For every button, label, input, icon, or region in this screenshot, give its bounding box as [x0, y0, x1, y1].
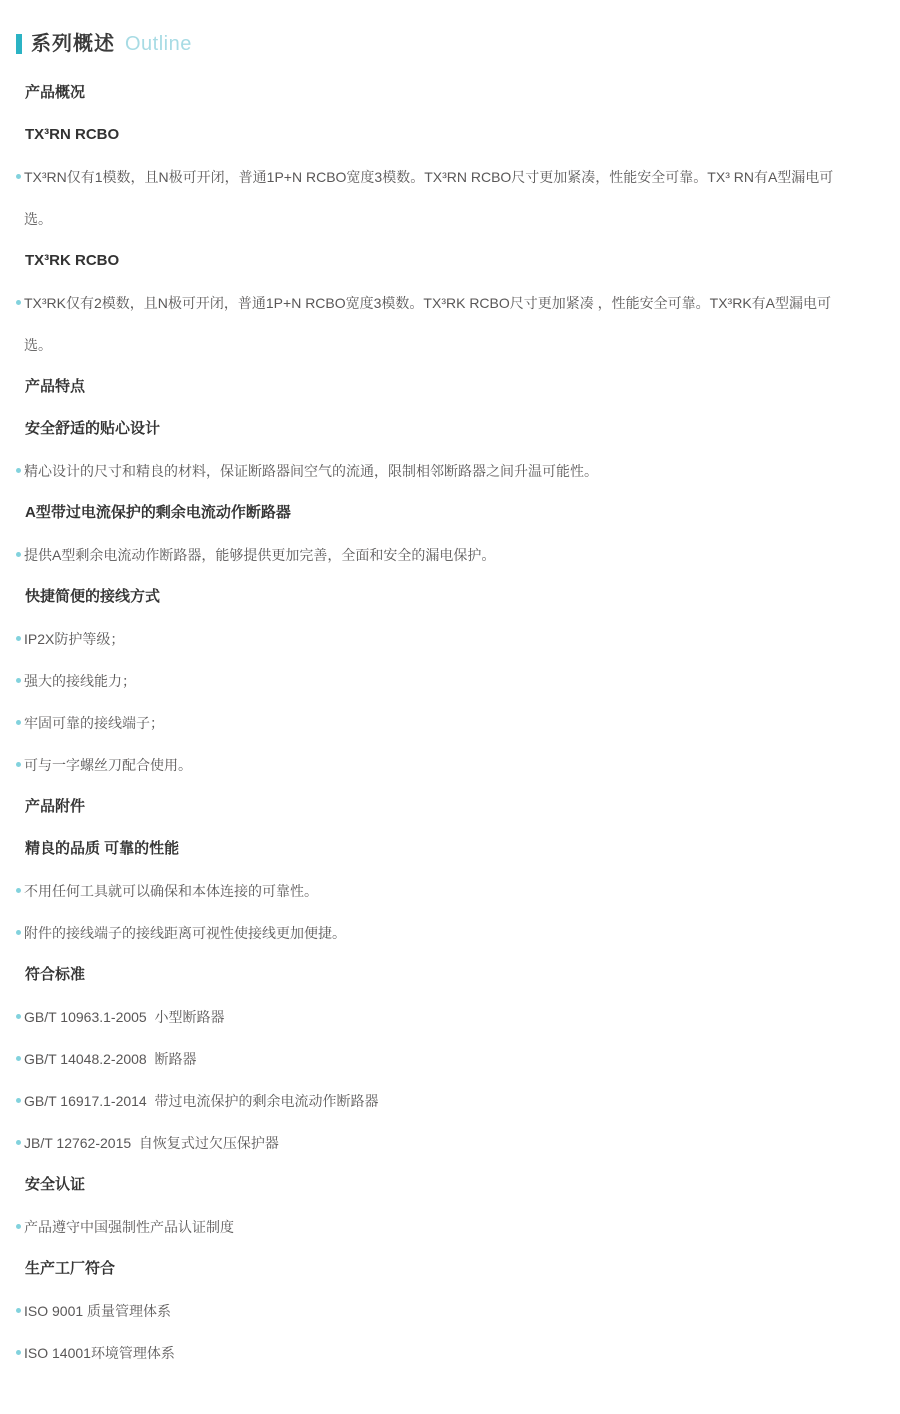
bullet-dot-icon [16, 930, 21, 935]
bullet-dot-icon [16, 678, 21, 683]
bullet-item [16, 1206, 855, 1248]
bullet-item [16, 702, 855, 744]
bullet-item [16, 744, 855, 786]
bullet-item [16, 1290, 855, 1332]
bullet-dot-icon [16, 1224, 21, 1229]
bullet-text: TX³RN仅有1模数，且N极可开闭，普通1P+N RCBO宽度3模数。TX³RN RCBO尺寸更加紧凑，性能安全可靠。TX³ RN有A型漏电可选。 [24, 169, 834, 227]
heading-safety-certification: 安全认证 [25, 1176, 86, 1193]
bullet-item [16, 534, 855, 576]
bullet-item [16, 156, 855, 240]
bullet-item [16, 1332, 855, 1374]
bullet-text: ISO 14001环境管理体系 [24, 1345, 175, 1361]
bullet-dot-icon [16, 300, 21, 305]
bullet-dot-icon [16, 720, 21, 725]
heading-accessories: 产品附件 [25, 798, 86, 815]
bullet-dot-icon [16, 1308, 21, 1313]
heading-product-features: 产品特点 [25, 378, 86, 395]
bullet-dot-icon [16, 468, 21, 473]
bullet-item [16, 450, 855, 492]
bullet-text: 附件的接线端子的接线距离可视性使接线更加便捷。 [24, 925, 346, 941]
bullet-dot-icon [16, 762, 21, 767]
bullet-item [16, 618, 855, 660]
bullet-text: 不用任何工具就可以确保和本体连接的可靠性。 [24, 883, 318, 899]
section-header [16, 30, 855, 58]
bullet-dot-icon [16, 1140, 21, 1145]
bullet-dot-icon [16, 552, 21, 557]
bullet-text: IP2X防护等级； [24, 631, 125, 647]
bullet-dot-icon [16, 1098, 21, 1103]
bullet-dot-icon [16, 174, 21, 179]
bullet-dot-icon [16, 636, 21, 641]
section-title-zh: 系列概述 [31, 33, 115, 55]
bullet-item [16, 870, 855, 912]
bullet-text: GB/T 10963.1-2005 小型断路器 [24, 1009, 225, 1025]
bullet-text: 提供A型剩余电流动作断路器，能够提供更加完善，全面和安全的漏电保护。 [24, 547, 496, 563]
heading-type-a-rcbo: A型带过电流保护的剩余电流动作断路器 [25, 504, 291, 521]
section-title-en: Outline [125, 33, 192, 55]
bullet-text: ISO 9001 质量管理体系 [24, 1303, 172, 1319]
bullet-text: GB/T 16917.1-2014 带过电流保护的剩余电流动作断路器 [24, 1093, 379, 1109]
bullet-item [16, 996, 855, 1038]
heading-product-overview: 产品概况 [25, 84, 86, 101]
outline-content [16, 72, 855, 1374]
heading-standards: 符合标准 [25, 966, 86, 983]
bullet-text: JB/T 12762-2015 自恢复式过欠压保护器 [24, 1135, 279, 1151]
bullet-item [16, 282, 855, 366]
heading-tx3rn-rcbo: TX³RN RCBO [25, 126, 120, 143]
bullet-text: 可与一字螺丝刀配合使用。 [24, 757, 192, 773]
bullet-item [16, 912, 855, 954]
bullet-item [16, 1080, 855, 1122]
heading-factory-compliance: 生产工厂符合 [25, 1260, 116, 1277]
bullet-text: GB/T 14048.2-2008 断路器 [24, 1051, 197, 1067]
bullet-dot-icon [16, 1014, 21, 1019]
bullet-text: 牢固可靠的接线端子； [24, 715, 164, 731]
bullet-text: 产品遵守中国强制性产品认证制度 [24, 1219, 234, 1235]
bullet-dot-icon [16, 888, 21, 893]
heading-easy-wiring: 快捷简便的接线方式 [25, 588, 161, 605]
heading-safe-design: 安全舒适的贴心设计 [25, 420, 161, 437]
bullet-text: 强大的接线能力； [24, 673, 136, 689]
accent-bar-icon [16, 34, 22, 54]
heading-tx3rk-rcbo: TX³RK RCBO [25, 252, 120, 269]
bullet-item [16, 660, 855, 702]
bullet-item [16, 1122, 855, 1164]
heading-quality-performance: 精良的品质 可靠的性能 [25, 840, 180, 857]
bullet-item [16, 1038, 855, 1080]
bullet-dot-icon [16, 1350, 21, 1355]
bullet-text: 精心设计的尺寸和精良的材料，保证断路器间空气的流通，限制相邻断路器之间升温可能性。 [24, 463, 598, 479]
bullet-text: TX³RK仅有2模数，且N极可开闭，普通1P+N RCBO宽度3模数。TX³RK RCBO尺寸更加紧凑 ，性能安全可靠。TX³RK有A型漏电可选。 [24, 295, 831, 353]
bullet-dot-icon [16, 1056, 21, 1061]
